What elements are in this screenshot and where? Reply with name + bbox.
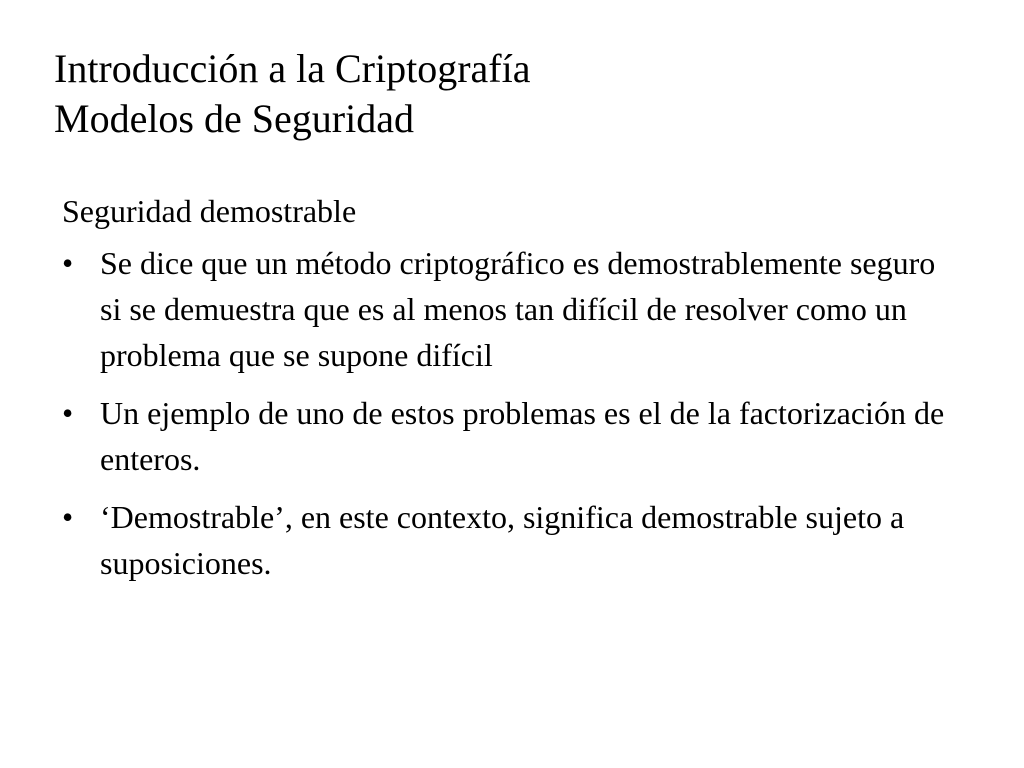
bullet-text: ‘Demostrable’, en este contexto, significa demostrable sujeto a suposiciones. bbox=[100, 499, 905, 581]
bullet-dot: • bbox=[62, 499, 74, 535]
bullet-list bbox=[62, 240, 962, 586]
bullet-item bbox=[62, 240, 962, 378]
title-line-2: Modelos de Seguridad bbox=[54, 96, 414, 141]
bullet-text: Se dice que un método criptográfico es demostrablemente seguro si se demuestra que es al menos tan difícil de resolver como un problema que se supone difícil bbox=[100, 245, 936, 373]
bullet-dot: • bbox=[62, 245, 74, 281]
bullet-item bbox=[62, 390, 962, 482]
slide-body bbox=[62, 188, 962, 598]
bullet-item bbox=[62, 494, 962, 586]
bullet-dot: • bbox=[62, 395, 74, 431]
section-heading: Seguridad demostrable bbox=[62, 193, 357, 229]
slide-title bbox=[54, 44, 994, 144]
title-line-1: Introducción a la Criptografía bbox=[54, 46, 531, 91]
bullet-text: Un ejemplo de uno de estos problemas es el de la factorización de enteros. bbox=[100, 395, 945, 477]
